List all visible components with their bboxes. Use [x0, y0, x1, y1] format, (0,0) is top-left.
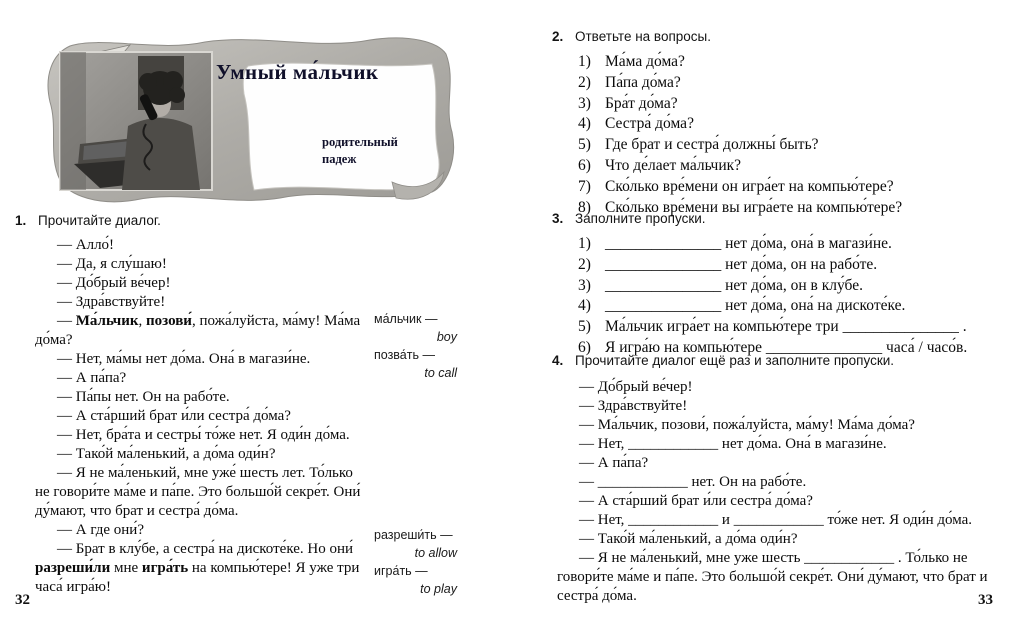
item-text: Ско́лько вре́мени вы игра́ете на компью́тере? — [605, 198, 903, 216]
gloss-translation: to allow — [414, 546, 457, 560]
question-item — [578, 177, 1018, 198]
gloss-russian: разреши́ть — — [374, 528, 453, 542]
dialogue-line: — До́брый ве́чер! — [57, 275, 171, 291]
dialogue-line: — Брат в клу́бе, а сестра́ на дискоте́ке. Но они́ разреши́ли мне игра́ть на компью́тере! Я уже три часа́ игра́ю! — [35, 541, 360, 595]
question-item — [578, 94, 1018, 115]
dialogue-line: — Ма́льчик, позови́, пожа́луйста, ма́му! Ма́ма до́ма? — [579, 417, 915, 433]
item-number: 3) — [578, 276, 591, 294]
fill-blank-item — [578, 255, 1023, 276]
item-text: Ско́лько вре́мени он игра́ет на компью́тере? — [605, 177, 894, 195]
grammar-case-line1: родительный — [322, 135, 398, 149]
gloss-russian: ма́льчик — — [374, 312, 438, 326]
exercise4-instruction: Прочитайте диалог ещё раз и заполните пропуски. — [575, 353, 895, 368]
item-text: Па́па до́ма? — [605, 73, 681, 91]
question-item — [578, 73, 1018, 94]
item-text: _______________ нет до́ма, он в клу́бе. — [605, 276, 863, 294]
dialogue-line: — Я не ма́ленький, мне уже́ шесть лет. То́лько не говори́те ма́ме и па́пе. Это большо́й секре́т. Они́ ду́мают, что брат и сестра́ до́ма. — [35, 465, 361, 519]
item-number: 4) — [578, 297, 591, 315]
grammar-case-label — [322, 134, 442, 168]
fill-blank-item — [578, 317, 1023, 338]
item-text: _______________ нет до́ма, она́ на дискоте́ке. — [605, 297, 906, 315]
gloss-translation: to call — [424, 366, 457, 380]
dialogue-line: — Нет, ма́мы нет до́ма. Она́ в магази́не. — [57, 351, 311, 367]
dialogue-line: — Нет, ____________ и ____________ то́же нет. Я оди́н до́ма. — [579, 512, 973, 528]
exercise2-number: 2. — [552, 29, 564, 44]
item-number: 4) — [578, 115, 591, 133]
exercise3-instruction: Заполните пропуски. — [575, 211, 706, 226]
item-text: Сестра́ до́ма? — [605, 115, 694, 133]
question-item — [578, 156, 1018, 177]
gloss-russian: игра́ть — — [374, 564, 428, 578]
dialogue-line: — Тако́й ма́ленький, а до́ма оди́н? — [57, 446, 276, 462]
question-item — [578, 52, 1018, 73]
page-number-left: 32 — [15, 592, 30, 608]
exercise4-dialogue — [557, 378, 1009, 606]
item-text: Бра́т до́ма? — [605, 94, 678, 112]
dialogue-line: — До́брый ве́чер! — [579, 379, 693, 395]
gloss-translation: to play — [420, 582, 457, 596]
dialogue-line: — ____________ нет. Он на рабо́те. — [579, 474, 807, 490]
item-number: 2) — [578, 73, 591, 91]
exercise2-questions — [578, 52, 1018, 218]
item-number: 6) — [578, 338, 591, 356]
item-text: Что де́лает ма́льчик? — [605, 156, 742, 174]
dialogue-line: — А где они́? — [57, 522, 144, 538]
dialogue-line: — Алло́! — [57, 237, 115, 253]
vocab-gloss-group-1 — [374, 310, 462, 382]
exercise3-heading — [552, 210, 706, 227]
dialogue-line: — А па́па? — [579, 455, 649, 471]
chapter-title: Умный ма́льчик — [216, 60, 379, 84]
dialogue-line: — Нет, ____________ нет до́ма. Она́ в магази́не. — [579, 436, 887, 452]
gloss-translation: boy — [436, 330, 457, 344]
vocab-gloss-group-2 — [374, 526, 462, 598]
exercise1-instruction: Прочитайте диалог. — [38, 213, 161, 228]
item-number: 5) — [578, 136, 591, 154]
dialogue-line: — Да, я слу́шаю! — [57, 256, 167, 272]
item-text: _______________ нет до́ма, он на рабо́те. — [605, 255, 878, 273]
dialogue-line: — Тако́й ма́ленький, а до́ма оди́н? — [579, 531, 798, 547]
grammar-case-line2: падеж — [322, 152, 357, 166]
question-item — [578, 135, 1018, 156]
exercise2-heading — [552, 28, 711, 45]
item-text: Ма́льчик игра́ет на компью́тере три _______________ . — [605, 318, 967, 336]
chapter-banner — [40, 28, 458, 206]
item-number: 6) — [578, 156, 591, 174]
dialogue-line: — А па́па? — [57, 370, 127, 386]
fill-blank-item — [578, 296, 1023, 317]
boy-on-phone-photo — [60, 52, 212, 190]
dialogue-line: — Я не ма́ленький, мне уже шесть ____________ . То́лько не говори́те ма́ме и па́пе. Это большо́й секре́т. Они́ ду́мают, что брат и сестра́ до́ма. — [557, 550, 988, 604]
item-text: _______________ нет до́ма, она́ в магази́не. — [605, 235, 892, 252]
exercise3-number: 3. — [552, 211, 564, 226]
exercise3-fill-blanks — [578, 234, 1023, 359]
fill-blank-item — [578, 234, 1023, 255]
item-number: 1) — [578, 235, 591, 252]
item-number: 2) — [578, 255, 591, 273]
exercise1-heading — [15, 212, 161, 229]
item-text: Я игра́ю на компью́тере _______________ часа́ / часо́в. — [605, 338, 968, 356]
dialogue-line: — А ста́рший брат и́ли сестра́ до́ма? — [579, 493, 813, 509]
dialogue-line: — Здра́вствуйте! — [57, 294, 166, 310]
item-number: 5) — [578, 318, 591, 336]
dialogue-line: — Ма́льчик, позови́, пожа́луйста, ма́му! Ма́ма до́ма? — [35, 313, 361, 348]
question-item — [578, 114, 1018, 135]
scroll-banner-graphic — [40, 28, 458, 206]
fill-blank-item — [578, 276, 1023, 297]
page-number-right: 33 — [978, 592, 993, 608]
page-right — [540, 0, 1023, 634]
exercise2-instruction: Ответьте на вопросы. — [575, 29, 711, 44]
item-number: 8) — [578, 198, 591, 216]
item-number: 1) — [578, 53, 591, 70]
exercise1-number: 1. — [15, 213, 27, 228]
dialogue-line: — Нет, бра́та и сестры́ то́же нет. Я оди́н до́ма. — [57, 427, 350, 443]
item-number: 3) — [578, 94, 591, 112]
exercise4-heading — [552, 352, 894, 369]
item-text: Где брат и сестра́ должны́ быть? — [605, 136, 819, 154]
item-text: Ма́ма до́ма? — [605, 53, 685, 70]
item-number: 7) — [578, 177, 591, 195]
exercise1-dialogue — [35, 236, 368, 597]
exercise4-number: 4. — [552, 353, 564, 368]
dialogue-line: — Па́пы нет. Он на рабо́те. — [57, 389, 230, 405]
dialogue-line: — А ста́рший брат и́ли сестра́ до́ма? — [57, 408, 291, 424]
page-left — [0, 0, 511, 634]
dialogue-line: — Здра́вствуйте! — [579, 398, 688, 414]
gloss-russian: позва́ть — — [374, 348, 435, 362]
